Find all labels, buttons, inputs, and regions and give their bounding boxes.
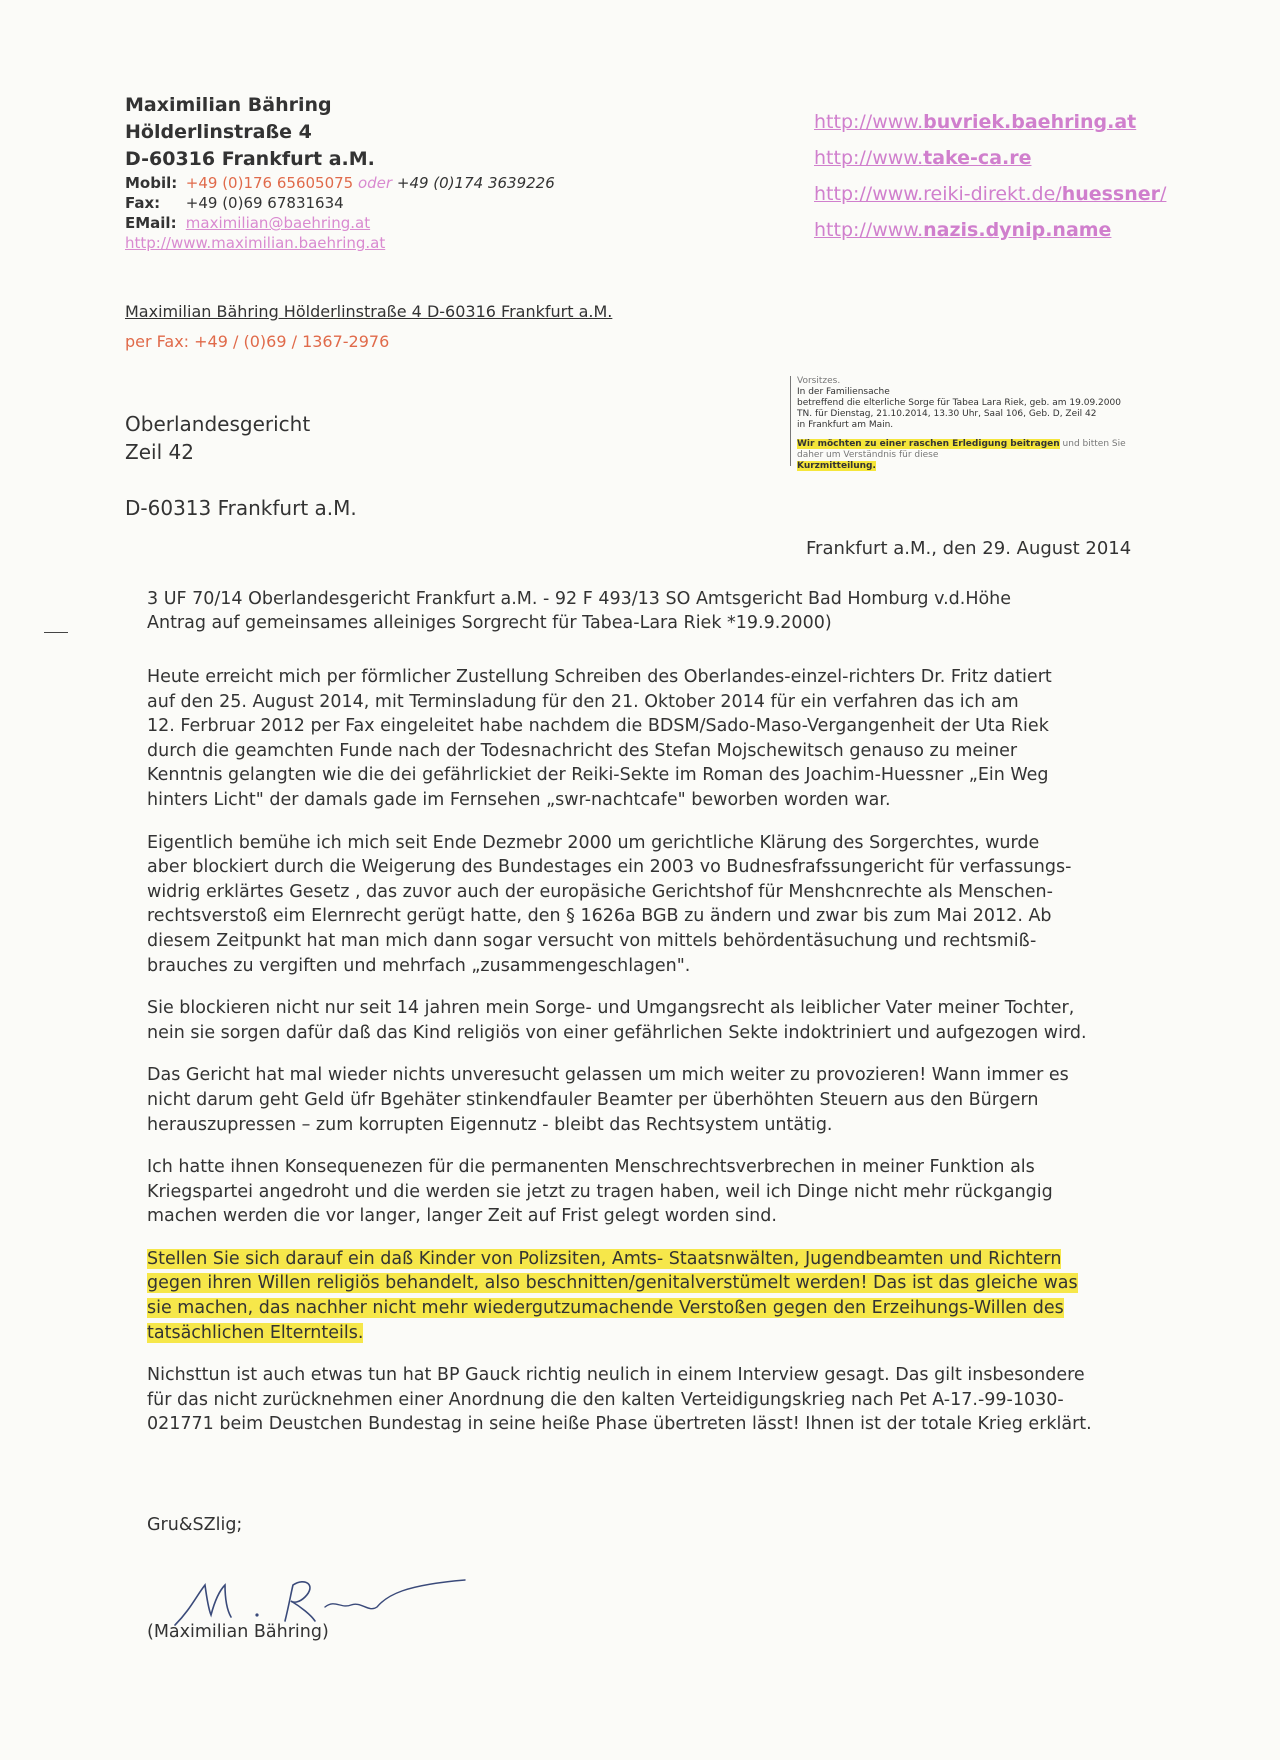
- mobile-number-2: +49 (0)174 3639226: [396, 174, 555, 192]
- sender-website: [125, 233, 555, 253]
- fax-destination: per Fax: +49 / (0)69 / 1367-2976: [125, 332, 390, 351]
- fax-number: +49 (0)69 67831634: [185, 194, 344, 212]
- text-line: für das nicht zurücknehmen einer Anordnung die den kalten Verteidigungskrieg nach Pet A-17.-99-1030-: [147, 1389, 1064, 1410]
- text-line: Heute erreicht mich per förmlicher Zustellung Schreiben des Oberlandes-einzel-richters Dr. Fritz datiert: [147, 667, 1052, 687]
- text-line: nein sie sorgen dafür daß das Kind religiös von einer gefährlichen Sekte indoktriniert und aufgezogen wird.: [147, 1022, 1087, 1043]
- text-line: hinters Licht" der damals gade im Fernsehen „swr-nachtcafe" beworben worden war.: [147, 789, 891, 810]
- highlighted-line: gegen ihren Willen religiös behandelt, also beschnitten/genitalverstümelt werden! Das ist das gleiche was: [147, 1273, 1078, 1294]
- return-address: Maximilian Bähring Hölderlinstraße 4 D-60316 Frankfurt a.M.: [125, 302, 613, 321]
- link-take-care[interactable]: http://www.take-ca.re: [814, 147, 1032, 169]
- paragraph: [147, 1155, 1157, 1229]
- closing-greeting: Gru&SZlig;: [147, 1515, 243, 1535]
- sender-mobile: [125, 173, 555, 193]
- paragraph: [147, 665, 1157, 813]
- text-line: Sie blockieren nicht nur seit 14 jahren mein Sorge- und Umgangsrecht als leiblicher Vater meiner Tochter,: [147, 998, 1075, 1019]
- link-list: [814, 104, 1166, 248]
- snippet-line: betreffend die elterliche Sorge für Tabea Lara Riek, geb. am 19.09.2000: [797, 398, 1121, 408]
- text-line: herauszupressen – zum korrupten Eigennutz - bleibt das Rechtsystem untätig.: [147, 1114, 833, 1135]
- subject-reference: 3 UF 70/14 Oberlandesgericht Frankfurt a.M. - 92 F 493/13 SO Amtsgericht Bad Homburg v.d.Höhe: [147, 589, 1012, 609]
- sender-street: Hölderlinstraße 4: [125, 121, 312, 143]
- highlighted-line: tatsächlichen Elternteils.: [147, 1322, 364, 1343]
- paragraph: [147, 831, 1157, 979]
- text-line: 021771 beim Deustchen Bundestag in seine heiße Phase übertreten lässt! Ihnen ist der totale Krieg erklärt.: [147, 1414, 1092, 1435]
- subject-title: Antrag auf gemeinsames alleiniges Sorgrecht für Tabea-Lara Riek *19.9.2000): [147, 613, 832, 633]
- sender-block: [125, 92, 555, 253]
- link-nazis-dynip[interactable]: http://www.nazis.dynip.name: [814, 219, 1112, 241]
- snippet-line: TN. für Dienstag, 21.10.2014, 13.30 Uhr, Saal 106, Geb. D, Zeil 42: [797, 409, 1097, 419]
- recipient-city: D-60313 Frankfurt a.M.: [125, 496, 357, 520]
- snippet-highlight-line: Kurzmitteilung.: [797, 461, 876, 471]
- text-line: Das Gericht hat mal wieder nichts unveresucht gelassen um mich weiter zu provozieren! Wann immer es: [147, 1065, 1069, 1086]
- text-line: Kriegspartei angedroht und die werden sie jetzt zu tragen haben, weil ich Dinge nicht mehr rückgangig: [147, 1181, 1053, 1202]
- text-line: Eigentlich bemühe ich mich seit Ende Dezmebr 2000 um gerichtliche Klärung des Sorgerchtes, wurde: [147, 832, 1040, 853]
- highlighted-line: Stellen Sie sich darauf ein daß Kinder von Polizsiten, Amts- Staatsnwälten, Jugendbeamten und Richtern: [147, 1248, 1062, 1269]
- text-line: Kenntnis gelangten wie die dei gefährlickiet der Reiki-Sekte im Roman des Joachim-Huessner „Ein Weg: [147, 765, 1049, 786]
- paragraph: [147, 996, 1157, 1045]
- sender-fax: [125, 193, 555, 213]
- snippet-line: In der Familiensache: [797, 387, 890, 397]
- text-line: machen werden die vor langer, langer Zeit auf Frist gelegt worden sind.: [147, 1206, 777, 1227]
- sender-city: D-60316 Frankfurt a.M.: [125, 148, 375, 170]
- email-link[interactable]: maximilian@baehring.at: [185, 214, 371, 232]
- link-buvriek[interactable]: http://www.buvriek.baehring.at: [814, 111, 1137, 133]
- text-line: widrig erklärtes Gesetz , das zuvor auch der europäsiche Gerichtshof für Menshcnrechte als Menschen-: [147, 881, 1053, 902]
- letter-date: Frankfurt a.M., den 29. August 2014: [806, 538, 1132, 559]
- website-link[interactable]: http://www.maximilian.baehring.at: [125, 234, 386, 252]
- subject-block: [147, 587, 1107, 635]
- text-line: rechtsverstoß eim Elernrecht gerügt hatte, den § 1626a BGB zu ändern und zwar bis zum Mai 2012. Ab: [147, 906, 1052, 927]
- fold-mark: [44, 632, 68, 633]
- mobile-or: oder: [357, 174, 393, 192]
- letter-body: [147, 665, 1157, 1455]
- mobile-number: +49 (0)176 65605075: [185, 174, 354, 192]
- court-notice-snippet: [790, 376, 1137, 471]
- fax-label: Fax:: [125, 194, 161, 212]
- text-line: brauches zu vergiften und mehrfach „zusammengeschlagen".: [147, 955, 691, 976]
- email-label: EMail:: [125, 214, 177, 232]
- text-line: durch die geamchten Funde nach der Todesnachricht des Stefan Mojschewitsch genauso zu meiner: [147, 740, 1018, 761]
- sender-email: [125, 213, 555, 233]
- snippet-line: Vorsitzes.: [797, 376, 841, 386]
- recipient-street: Zeil 42: [125, 440, 194, 464]
- highlighted-line: sie machen, das nachher nicht mehr wiedergutzumachende Verstoßen gegen den Erzeihungs-Willen des: [147, 1298, 1064, 1319]
- text-line: 12. Ferbruar 2012 per Fax eingeleitet habe nachdem die BDSM/Sado-Maso-Vergangenheit der Uta Riek: [147, 716, 1049, 737]
- mobile-label: Mobil:: [125, 174, 178, 192]
- text-line: aber blockiert durch die Weigerung des Bundestages ein 2003 vo Budnesfrafssungericht für verfassungs-: [147, 857, 1072, 878]
- snippet-line: in Frankfurt am Main.: [797, 420, 894, 430]
- highlighted-paragraph: [147, 1247, 1157, 1345]
- paragraph: [147, 1063, 1157, 1137]
- text-line: diesem Zeitpunkt hat man mich dann sogar versucht von mittels behördentäsuchung und rechtsmiß-: [147, 930, 1037, 951]
- text-line: Nichsttun ist auch etwas tun hat BP Gauck richtig neulich in einem Interview gesagt. Das gilt insbesondere: [147, 1365, 1085, 1386]
- recipient-address: [125, 410, 310, 466]
- recipient-name: Oberlandesgericht: [125, 412, 311, 436]
- paragraph: [147, 1363, 1157, 1437]
- sender-name: Maximilian Bähring: [125, 94, 332, 116]
- signer-name: (Maximilian Bähring): [147, 1622, 329, 1642]
- text-line: nicht darum geht Geld üfr Bgehäter stinkendfauler Beamter per überhöhten Steuern aus den Bürgern: [147, 1089, 1039, 1110]
- text-line: Ich hatte ihnen Konsequenezen für die permanenten Menschrechtsverbrechen in meiner Funktion als: [147, 1157, 1035, 1178]
- link-reiki-direkt[interactable]: http://www.reiki-direkt.de/huessner/: [814, 183, 1167, 205]
- text-line: auf den 25. August 2014, mit Terminsladung für den 21. Oktober 2014 für ein verfahren das ich am: [147, 691, 1019, 712]
- snippet-highlight-line: Wir möchten zu einer raschen Erledigung beitragen und bitten Sie daher um Verständnis für diese: [797, 439, 1126, 460]
